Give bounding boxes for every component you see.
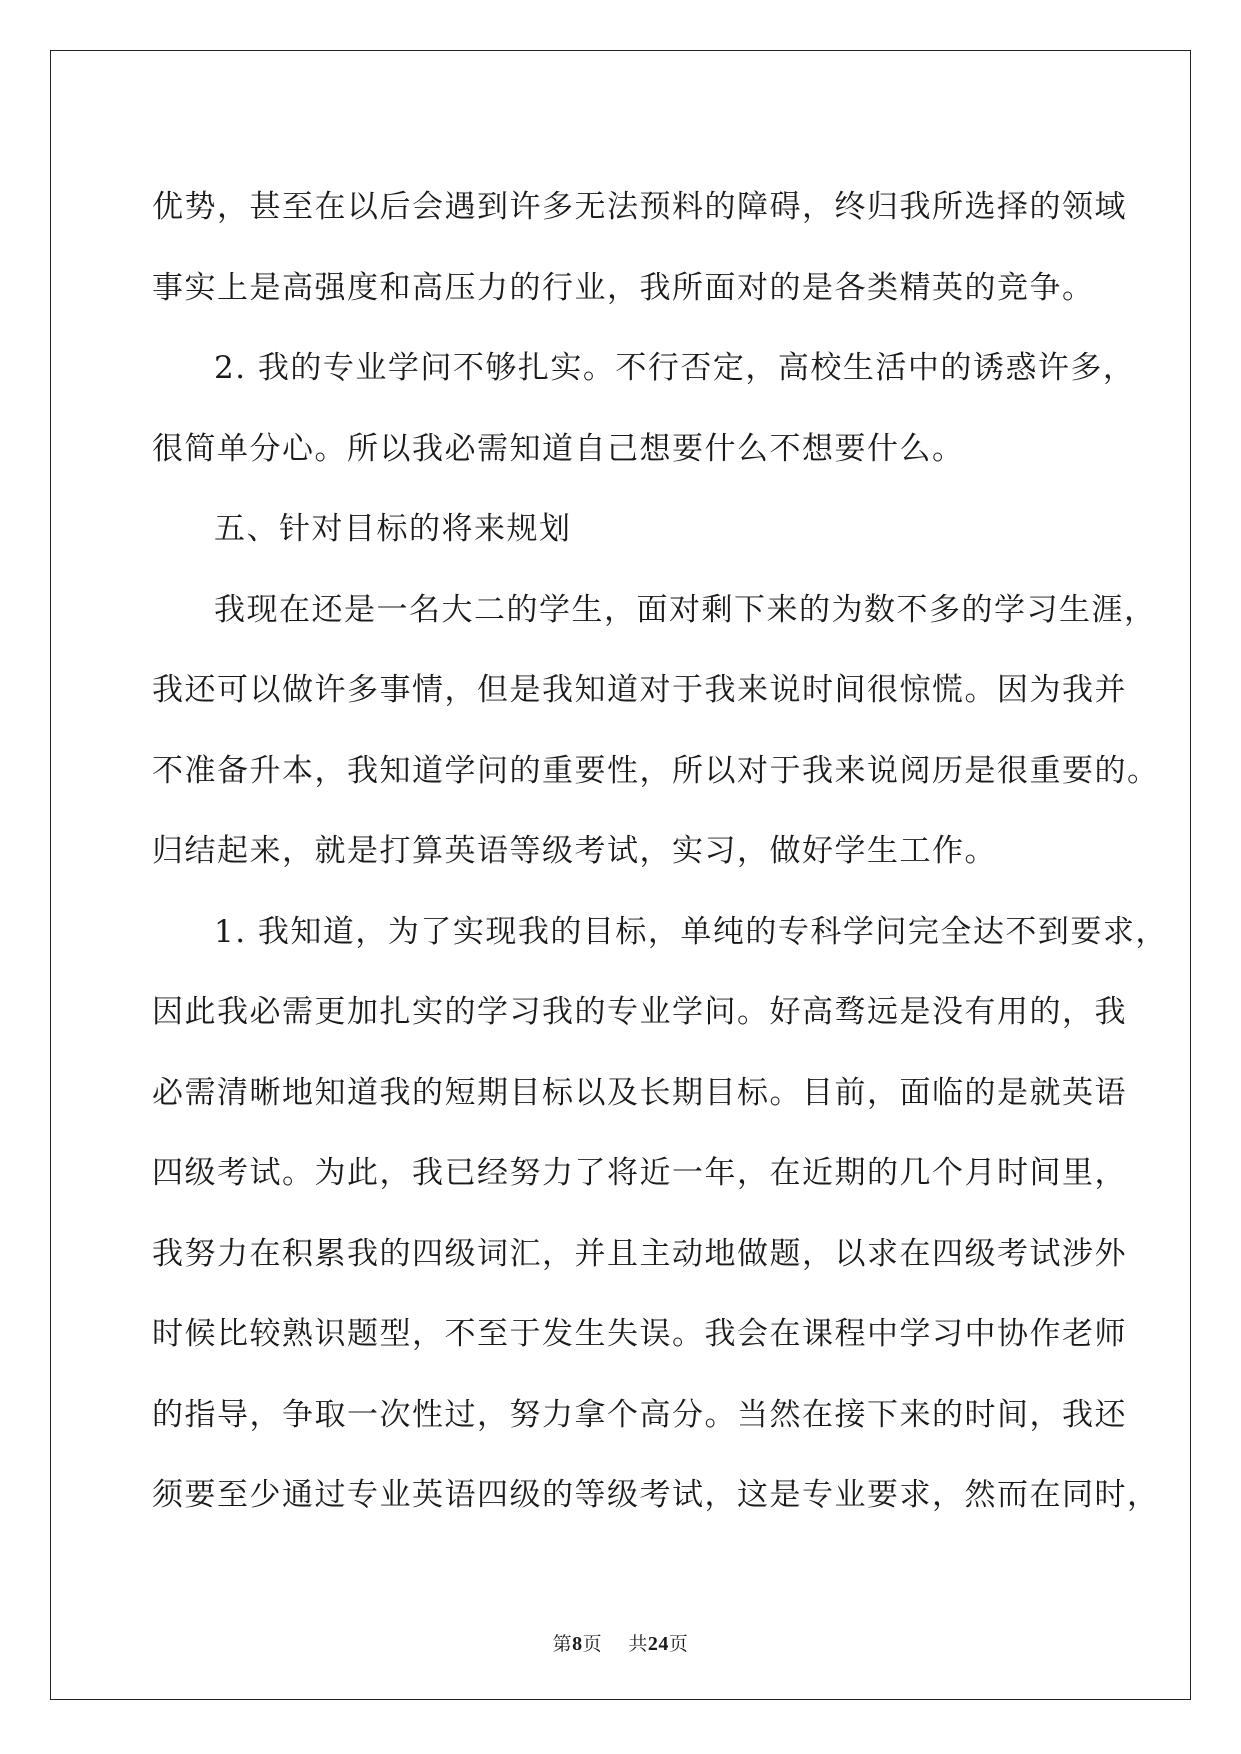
- total-suffix: 页: [668, 1633, 689, 1655]
- body-line-1: 优势，甚至在以后会遇到许多无法预料的障碍，终归我所选择的领域: [152, 189, 1127, 225]
- body-line-7: 我还可以做许多事情，但是我知道对于我来说时间很惊慌。因为我并: [152, 672, 1127, 708]
- total-pages: 24: [647, 1633, 669, 1655]
- page-suffix: 页: [582, 1633, 603, 1655]
- body-line-4: 很简单分心。所以我必需知道自己想要什么不想要什么。: [152, 430, 965, 467]
- section-heading: 五、针对目标的将来规划: [214, 511, 572, 547]
- body-line-16: 的指导，争取一次性过，努力拿个高分。当然在接下来的时间，我还: [152, 1396, 1127, 1433]
- body-line-3: 2. 我的专业学问不够扎实。不行否定，高校生活中的诱惑许多，: [214, 350, 1136, 386]
- body-line-12: 必需清晰地知道我的短期目标以及长期目标。目前，面临的是就英语: [152, 1074, 1127, 1111]
- body-line-6: 我现在还是一名大二的学生，面对剩下来的为数不多的学习生涯，: [214, 591, 1157, 628]
- body-line-15: 时候比较熟识题型，不至于发生失误。我会在课程中学习中协作老师: [152, 1316, 1127, 1352]
- body-line-13: 四级考试。为此，我已经努力了将近一年，在近期的几个月时间里，: [152, 1155, 1127, 1191]
- body-line-2: 事实上是高强度和高压力的行业，我所面对的是各类精英的竞争。: [152, 269, 1095, 306]
- body-line-8: 不准备升本，我知道学问的重要性，所以对于我来说阅历是很重要的。: [152, 752, 1160, 789]
- body-line-9: 归结起来，就是打算英语等级考试，实习，做好学生工作。: [152, 833, 997, 869]
- body-line-11: 因此我必需更加扎实的学习我的专业学问。好高骛远是没有用的，我: [152, 994, 1127, 1030]
- page-number: 8: [572, 1633, 583, 1655]
- body-line-14: 我努力在积累我的四级词汇，并且主动地做题，以求在四级考试涉外: [152, 1235, 1127, 1272]
- body-line-17: 须要至少通过专业英语四级的等级考试，这是专业要求，然而在同时，: [152, 1477, 1160, 1513]
- document-body: [152, 167, 1168, 1536]
- total-prefix: 共: [628, 1633, 648, 1655]
- body-line-10: 1. 我知道，为了实现我的目标，单纯的专科学问完全达不到要求，: [214, 913, 1168, 950]
- page-footer: [0, 1632, 1241, 1656]
- page-prefix: 第: [552, 1633, 573, 1655]
